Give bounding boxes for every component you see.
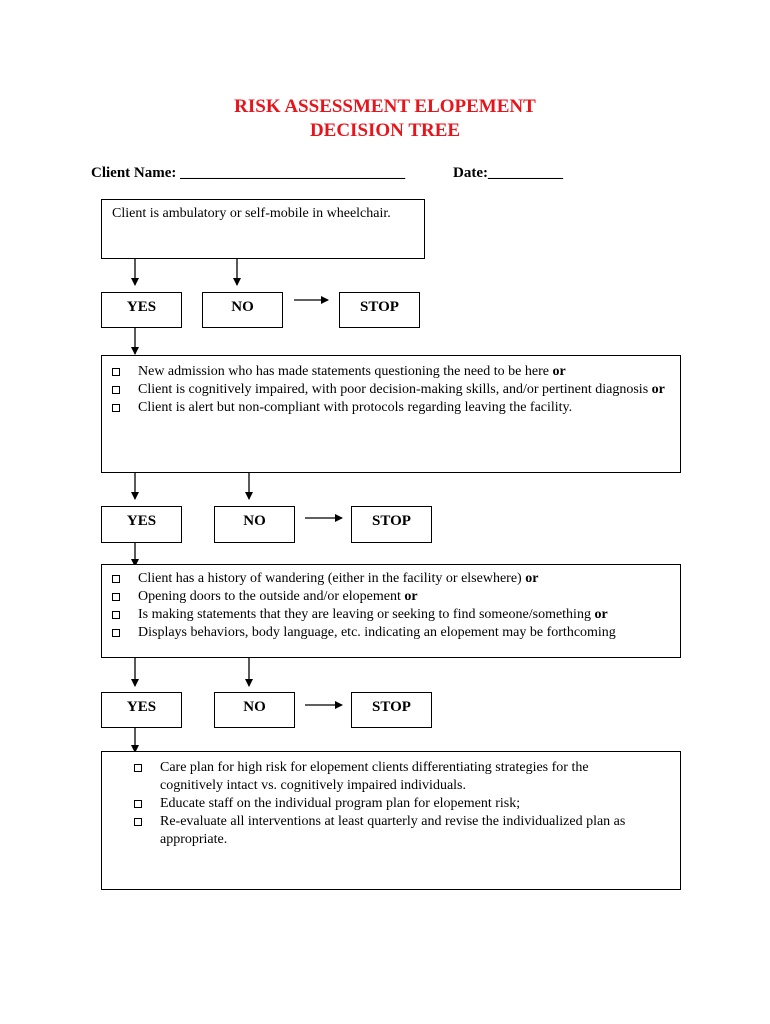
criteria-item: Opening doors to the outside and/or elopement or <box>112 588 672 606</box>
no-box-3: NO <box>214 692 295 728</box>
stop-box-3: STOP <box>351 692 432 728</box>
care-plan-item: Educate staff on the individual program plan for elopement risk; <box>134 795 654 813</box>
checkbox-bullet-icon <box>112 368 120 376</box>
care-plan-box <box>101 751 681 890</box>
stop-box-2: STOP <box>351 506 432 543</box>
checkbox-bullet-icon <box>134 800 142 808</box>
no-box-2: NO <box>214 506 295 543</box>
page-subtitle: DECISION TREE <box>309 120 461 141</box>
care-plan-item: Care plan for high risk for elopement clients differentiating strategies for the cognitively intact vs. cognitively impaired individuals. <box>134 759 654 795</box>
checkbox-bullet-icon <box>112 386 120 394</box>
criteria-list-3 <box>112 570 672 642</box>
checkbox-bullet-icon <box>112 575 120 583</box>
criteria-box-2 <box>101 355 681 473</box>
criteria-item: Is making statements that they are leaving or seeking to find someone/something or <box>112 606 672 624</box>
stop-box-1: STOP <box>339 292 420 328</box>
yes-box-2: YES <box>101 506 182 543</box>
care-plan-item: Re-evaluate all interventions at least quarterly and revise the individualized plan as appropriate. <box>134 813 654 849</box>
criteria-item: Displays behaviors, body language, etc. indicating an elopement may be forthcoming <box>112 624 672 642</box>
criteria-item: New admission who has made statements questioning the need to be here or <box>112 363 667 381</box>
checkbox-bullet-icon <box>112 611 120 619</box>
yes-box-1: YES <box>101 292 182 328</box>
checkbox-bullet-icon <box>112 404 120 412</box>
checkbox-bullet-icon <box>112 629 120 637</box>
criteria-box-1 <box>101 199 425 259</box>
criteria-box-3 <box>101 564 681 658</box>
criteria-item: Client has a history of wandering (either in the facility or elsewhere) or <box>112 570 672 588</box>
care-plan-list <box>134 759 654 849</box>
page-title: RISK ASSESSMENT ELOPEMENT <box>234 96 536 117</box>
no-box-1: NO <box>202 292 283 328</box>
criteria-item: Client is alert but non-compliant with protocols regarding leaving the facility. <box>112 399 667 417</box>
date-field: Date:__________ <box>453 165 563 181</box>
checkbox-bullet-icon <box>134 764 142 772</box>
yes-box-3: YES <box>101 692 182 728</box>
criteria-text-1: Client is ambulatory or self-mobile in wheelchair. <box>112 206 391 221</box>
checkbox-bullet-icon <box>134 818 142 826</box>
checkbox-bullet-icon <box>112 593 120 601</box>
client-name-field: Client Name: ______________________________ <box>91 165 406 181</box>
criteria-list-2 <box>112 363 667 417</box>
criteria-item: Client is cognitively impaired, with poor decision-making skills, and/or pertinent diagnosis or <box>112 381 667 399</box>
